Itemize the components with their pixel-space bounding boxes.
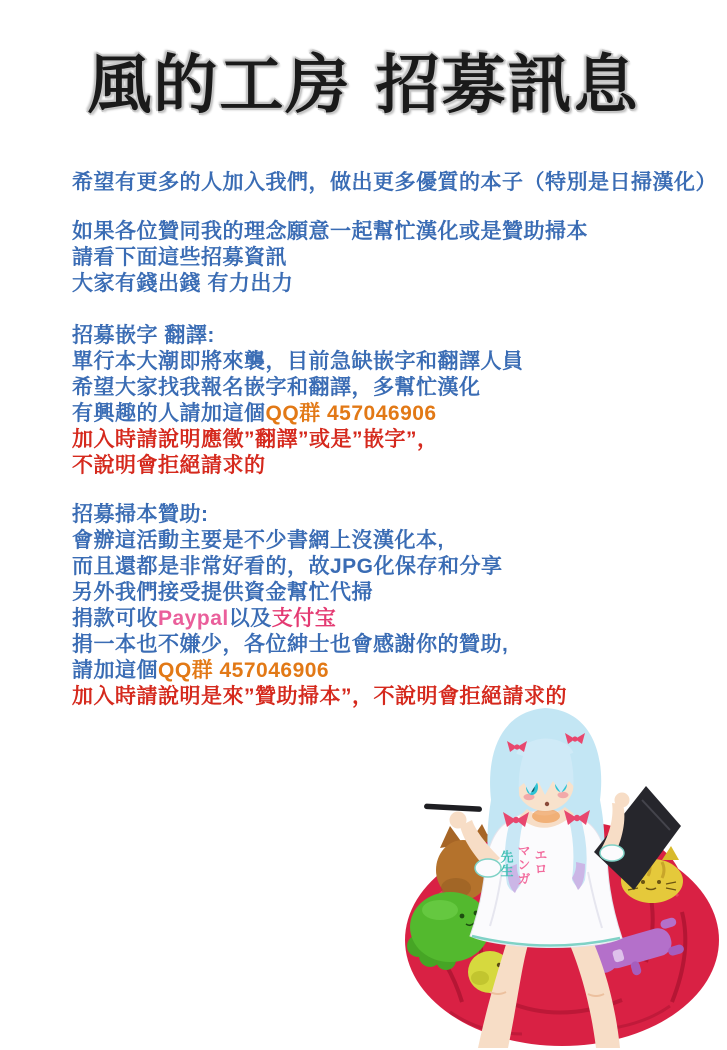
text-line [72, 502, 567, 528]
text-line [72, 349, 524, 375]
intro-paragraph [72, 170, 717, 196]
alipay-label: 支付宝 [271, 607, 337, 630]
typeset-line-2: 希望大家找我報名嵌字和翻譯，多幫忙漢化 [72, 376, 481, 399]
text-line [72, 453, 524, 479]
text-line [72, 245, 588, 271]
text-line [72, 606, 567, 632]
text-line [72, 401, 524, 427]
shirt-text-col1: エロ [532, 848, 548, 876]
section-heading: 招募嵌字 翻譯: [72, 324, 215, 347]
text-line [72, 427, 524, 453]
text-line [72, 658, 567, 684]
scan-line-2: 而且還都是非常好看的，故JPG化保存和分享 [72, 555, 503, 578]
page-title: 風的工房 招募訊息 [87, 48, 640, 123]
section-recruit-scanning [72, 502, 567, 710]
pitch-paragraph [72, 219, 588, 297]
shirt-text-col2: マンガ [515, 844, 531, 886]
shirt-text-col3: 先生 [498, 850, 514, 878]
text-line [72, 554, 567, 580]
donation-prefix: 捐款可收 [72, 607, 158, 630]
text-line [72, 170, 717, 196]
typeset-line-3-prefix: 有興趣的人請加這個 [72, 402, 266, 425]
section-recruit-typesetting [72, 323, 524, 479]
text-line [72, 219, 588, 245]
text-line [72, 375, 524, 401]
text-line [72, 271, 588, 297]
scan-line-5: 捐一本也不嫌少，各位紳士也會感謝你的贊助, [72, 633, 509, 656]
scan-warning: 加入時請說明是來”贊助掃本”，不說明會拒絕請求的 [72, 685, 567, 708]
section-heading: 招募掃本贊助: [72, 503, 209, 526]
typeset-line-1: 單行本大潮即將來襲，目前急缺嵌字和翻譯人員 [72, 350, 524, 373]
scan-line-3: 另外我們接受提供資金幫忙代掃 [72, 581, 373, 604]
pitch-line-2: 請看下面這些招募資訊 [72, 246, 287, 269]
typeset-warning-2: 不說明會拒絕請求的 [72, 454, 266, 477]
intro-line-1: 希望有更多的人加入我們，做出更多優質的本子（特別是日掃漢化） [72, 171, 717, 194]
qq-group-number: QQ群 457046906 [265, 402, 437, 425]
girl-mouth [545, 802, 549, 806]
scan-line-6-prefix: 請加這個 [72, 659, 158, 682]
text-line [72, 528, 567, 554]
text-line [72, 632, 567, 658]
paypal-label: Paypal [158, 607, 229, 630]
pitch-line-3: 大家有錢出錢 有力出力 [72, 272, 294, 295]
stylus-pen [424, 804, 482, 813]
scan-line-1: 會辦這活動主要是不少書網上沒漢化本, [72, 529, 444, 552]
typeset-warning-1: 加入時請說明應徵”翻譯”或是”嵌字”， [72, 428, 439, 451]
pitch-line-1: 如果各位贊同我的理念願意一起幫忙漢化或是贊助掃本 [72, 220, 588, 243]
qq-group-number: QQ群 457046906 [158, 659, 330, 682]
text-line [72, 580, 567, 606]
illustration-sagiri [390, 700, 727, 1050]
text-line [72, 323, 524, 349]
donation-middle: 以及 [228, 607, 272, 630]
